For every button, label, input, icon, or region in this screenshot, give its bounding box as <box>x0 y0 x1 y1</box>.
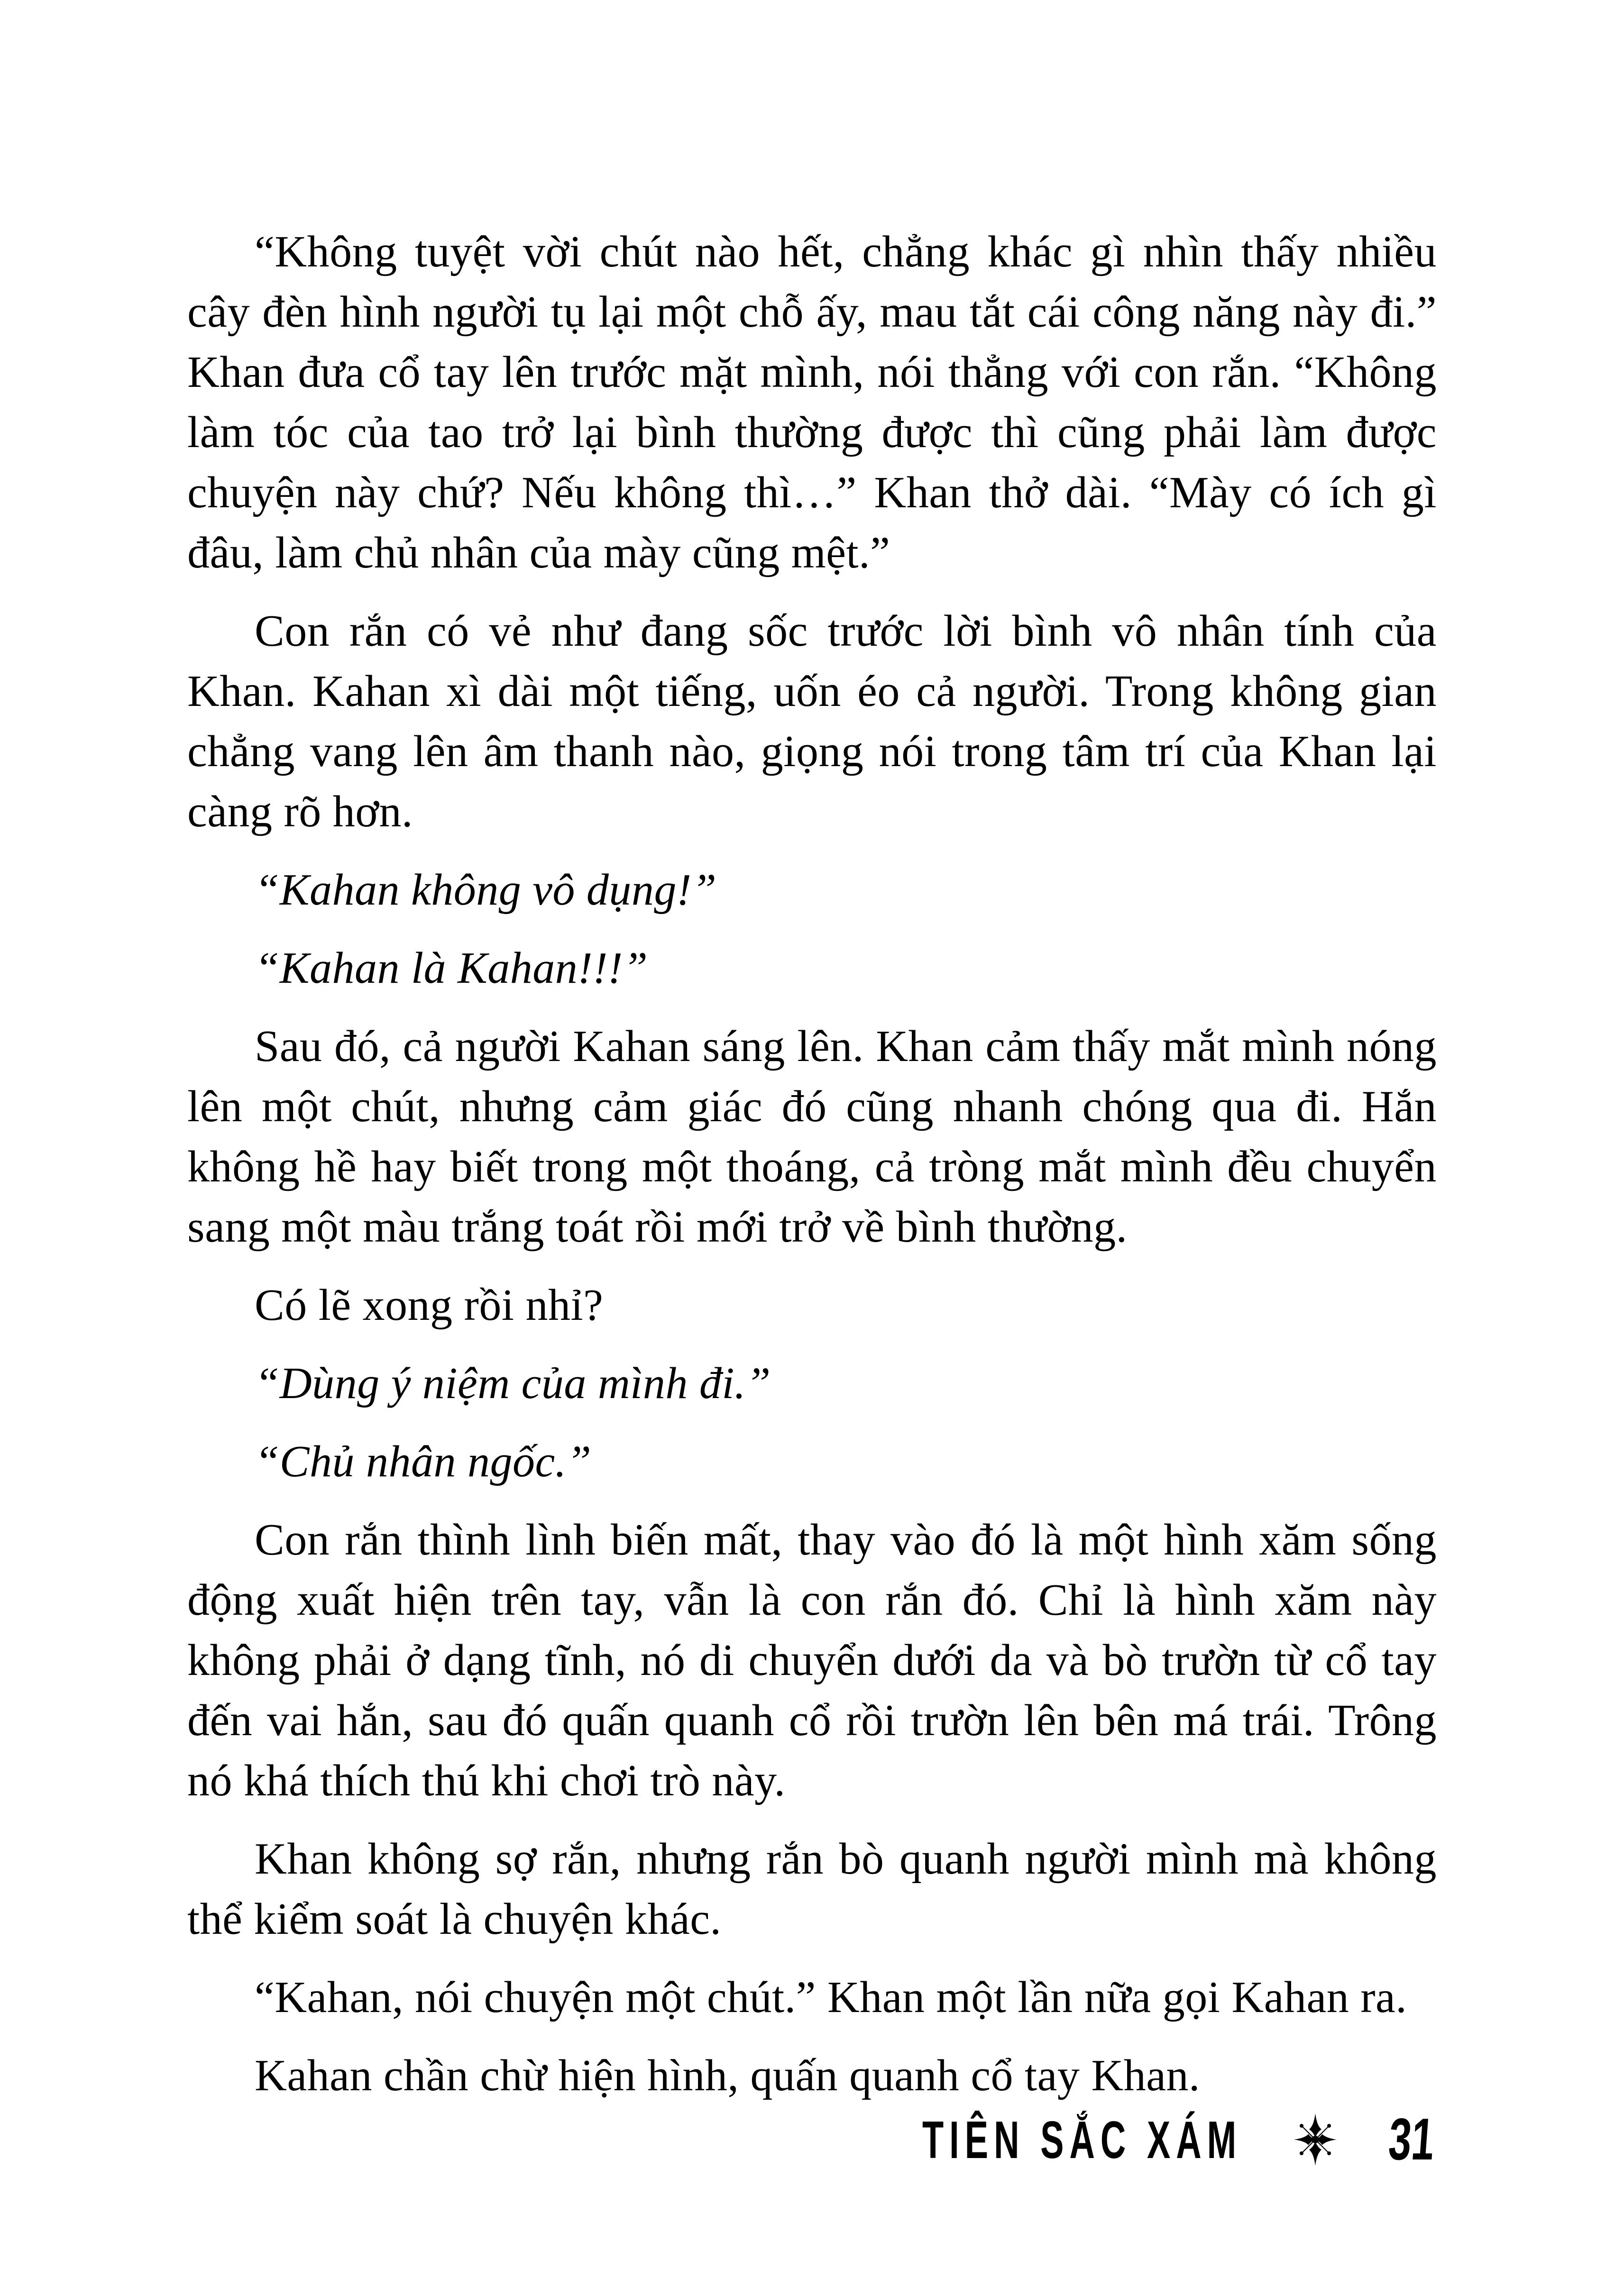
paragraph-12: Kahan chần chừ hiện hình, quấn quanh cổ tay Khan. <box>255 2051 1201 2100</box>
paragraph-6: Có lẽ xong rồi nhỉ? <box>255 1281 604 1330</box>
paragraph-7-quote: “Dùng ý niệm của mình đi.” <box>255 1359 771 1408</box>
running-title: TIÊN SẮC XÁM <box>922 2110 1242 2169</box>
paragraph-11: “Kahan, nói chuyện một chút.” Khan một lần nữa gọi Kahan ra. <box>255 1973 1407 2022</box>
page-number: 31 <box>1386 2106 1437 2172</box>
compass-star-ornament-icon <box>1292 2111 1339 2168</box>
paragraph-8-quote: “Chủ nhân ngốc.” <box>255 1437 592 1486</box>
page-footer <box>922 2106 1437 2172</box>
paragraph-2: Con rắn có vẻ như đang sốc trước lời bình vô nhân tính của Khan. Kahan xì dài một tiếng, uốn éo cả người. Trong không gian chẳng vang lên âm thanh nào, giọng nói trong tâm trí của Khan lại càng rõ hơn. <box>187 606 1437 836</box>
paragraph-1: “Không tuyệt vời chút nào hết, chẳng khác gì nhìn thấy nhiều cây đèn hình người tụ lại một chỗ ấy, mau tắt cái công năng này đi.” Khan đưa cổ tay lên trước mặt mình, nói thẳng với con rắn. “Không làm tóc của tao trở lại bình thường được thì cũng phải làm được chuyện này chứ? Nếu không thì…” Khan thở dài. “Mày có ích gì đâu, làm chủ nhân của mày cũng mệt.” <box>187 227 1437 577</box>
paragraph-4-quote: “Kahan là Kahan!!!” <box>255 943 648 993</box>
paragraph-5: Sau đó, cả người Kahan sáng lên. Khan cảm thấy mắt mình nóng lên một chút, nhưng cảm giác đó cũng nhanh chóng qua đi. Hắn không hề hay biết trong một thoáng, cả tròng mắt mình đều chuyển sang một màu trắng toát rồi mới trở về bình thường. <box>187 1022 1437 1252</box>
paragraph-10: Khan không sợ rắn, nhưng rắn bò quanh người mình mà không thể kiểm soát là chuyện khác. <box>187 1834 1437 1944</box>
paragraph-9: Con rắn thình lình biến mất, thay vào đó là một hình xăm sống động xuất hiện trên tay, vẫn là con rắn đó. Chỉ là hình xăm này không phải ở dạng tĩnh, nó di chuyển dưới da và bò trườn từ cổ tay đến vai hắn, sau đó quấn quanh cổ rồi trườn lên bên má trái. Trông nó khá thích thú khi chơi trò này. <box>187 1515 1437 1805</box>
paragraph-3-quote: “Kahan không vô dụng!” <box>255 865 717 915</box>
body-text-block <box>187 222 1437 2124</box>
